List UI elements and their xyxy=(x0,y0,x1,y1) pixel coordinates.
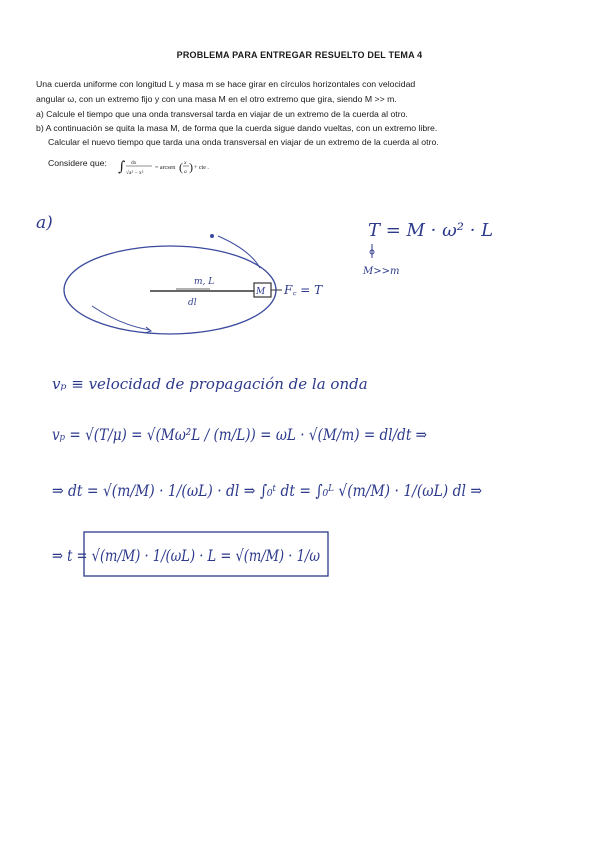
force-label: F꜀ = T xyxy=(284,283,323,297)
svg-text:x: x xyxy=(184,160,187,166)
statement-item-a: a) Calcule el tiempo que una onda transversal tarda en viajar de un extremo de la cuerda al otro. xyxy=(36,109,408,119)
svg-text:(: ( xyxy=(179,160,183,174)
statement-item-b: b) A continuación se quita la masa M, de forma que la cuerda sigue dando vueltas, con un extremo libre. xyxy=(36,123,438,133)
rotation-arrow-bottom xyxy=(92,306,150,330)
svg-text:a: a xyxy=(184,169,187,175)
fixed-point-marker xyxy=(210,234,214,238)
svg-text:= arcsen: = arcsen xyxy=(155,165,176,171)
velocity-equation: vₚ = √(T/μ) = √(Mω²L / (m/L)) = ωL · √(M/m) = dl/dt ⇒ xyxy=(52,425,427,444)
part-a-label: a) xyxy=(36,213,53,233)
svg-text:√a² − x²: √a² − x² xyxy=(126,170,144,176)
integration-equation: ⇒ dt = √(m/M) · 1/(ωL) · dl ⇒ ∫₀ᵗ dt = ∫₀ᴸ √(m/M) · 1/(ωL) dl ⇒ xyxy=(52,481,482,500)
element-label: dl xyxy=(188,298,197,308)
rotation-path xyxy=(64,246,276,334)
statement-item-b-continuation: Calcular el nuevo tiempo que tarda una onda transversal en viajar de un extremo de la cuerda al otro. xyxy=(48,137,439,147)
result-equation: ⇒ t = √(m/M) · 1/(ωL) · L = √(m/M) · 1/ω xyxy=(52,546,320,565)
svg-text:∫: ∫ xyxy=(118,159,126,175)
svg-text:+ cte .: + cte . xyxy=(194,165,209,171)
mass-label: M xyxy=(256,287,266,297)
tension-equation: T = M · ω² · L xyxy=(368,220,494,241)
hint-label: Considere que: xyxy=(48,158,107,168)
document-title: PROBLEMA PARA ENTREGAR RESUELTO DEL TEMA 4 xyxy=(176,50,423,60)
svg-text:dx: dx xyxy=(131,160,137,166)
statement-line-1: Una cuerda uniforme con longitud L y masa m se hace girar en círculos horizontales con velocidad xyxy=(36,79,416,89)
string-label: m, L xyxy=(194,277,215,287)
svg-text:): ) xyxy=(189,160,193,174)
velocity-definition: vₚ ≡ velocidad de propagación de la onda xyxy=(52,375,368,393)
statement-line-2: angular ω, con un extremo fijo y con una masa M en el otro extremo que gira, siendo M >> m. xyxy=(36,94,397,104)
approx-note: M>>m xyxy=(363,266,400,277)
